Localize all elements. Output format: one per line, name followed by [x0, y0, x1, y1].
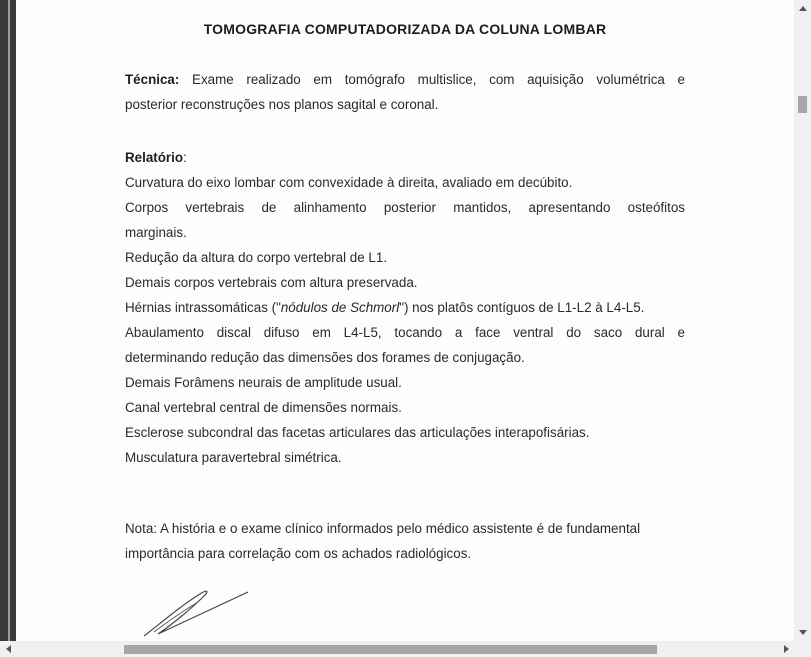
finding-abaulamento-line-2: determinando redução das dimensões dos forames de conjugação.	[125, 350, 525, 365]
nota-line-2: importância para correlação com os achados radiológicos.	[125, 546, 472, 561]
hernias-text-italic: nódulos de Schmorl	[280, 300, 400, 315]
relatorio-heading	[125, 145, 685, 170]
nota-line-1: Nota: A história e o exame clínico informados pelo médico assistente é de fundamental	[125, 521, 641, 536]
tecnica-section	[125, 67, 685, 117]
left-window-frame	[0, 0, 16, 641]
nota-section	[125, 516, 687, 566]
tecnica-line-1	[125, 67, 685, 92]
scrollbar-corner	[794, 641, 811, 657]
finding-reducao: Redução da altura do corpo vertebral de L1.	[125, 250, 388, 265]
chevron-right-icon[interactable]	[778, 641, 794, 657]
vertical-scroll-thumb[interactable]	[798, 96, 807, 113]
finding-canal: Canal vertebral central de dimensões normais.	[125, 400, 402, 415]
chevron-left-icon[interactable]	[0, 641, 16, 657]
horizontal-scroll-thumb[interactable]	[124, 645, 657, 654]
document-page	[16, 0, 794, 641]
relatorio-section	[125, 145, 685, 470]
finding-foramens: Demais Forâmens neurais de amplitude usual.	[125, 375, 402, 390]
finding-corpos-line-2: marginais.	[125, 225, 187, 240]
hernias-text-pre: Hérnias intrassomáticas ("	[125, 300, 281, 315]
horizontal-scrollbar[interactable]	[0, 641, 794, 657]
finding-demais-corpos: Demais corpos vertebrais com altura preservada.	[125, 275, 418, 290]
finding-musculatura: Musculatura paravertebral simétrica.	[125, 450, 342, 465]
chevron-down-icon[interactable]	[794, 624, 811, 641]
relatorio-colon: :	[183, 150, 187, 165]
vertical-scrollbar[interactable]	[794, 0, 811, 641]
chevron-up-icon[interactable]	[794, 0, 811, 17]
document-title: TOMOGRAFIA COMPUTADORIZADA DA COLUNA LOMBAR	[203, 21, 607, 37]
finding-corpos-line-1: Corpos vertebrais de alinhamento posterior mantidos, apresentando osteófitos	[125, 200, 685, 215]
frame-divider	[8, 0, 10, 641]
finding-abaulamento-line-1: Abaulamento discal difuso em L4-L5, tocando a face ventral do saco dural e	[125, 325, 685, 340]
finding-curvatura: Curvatura do eixo lombar com convexidade à direita, avaliado em decúbito.	[125, 175, 573, 190]
tecnica-label: Técnica:	[125, 72, 180, 87]
tecnica-line-2: posterior reconstruções nos planos sagital e coronal.	[125, 97, 439, 112]
hernias-text-post: ") nos platôs contíguos de L1-L2 à L4-L5.	[399, 300, 645, 315]
finding-esclerose: Esclerose subcondral das facetas articulares das articulações interapofisárias.	[125, 425, 590, 440]
signature-image	[140, 584, 260, 641]
finding-hernias	[125, 295, 685, 320]
tecnica-text-1: Exame realizado em tomógrafo multislice, com aquisição volumétrica e	[192, 72, 685, 87]
relatorio-label: Relatório	[125, 150, 184, 165]
